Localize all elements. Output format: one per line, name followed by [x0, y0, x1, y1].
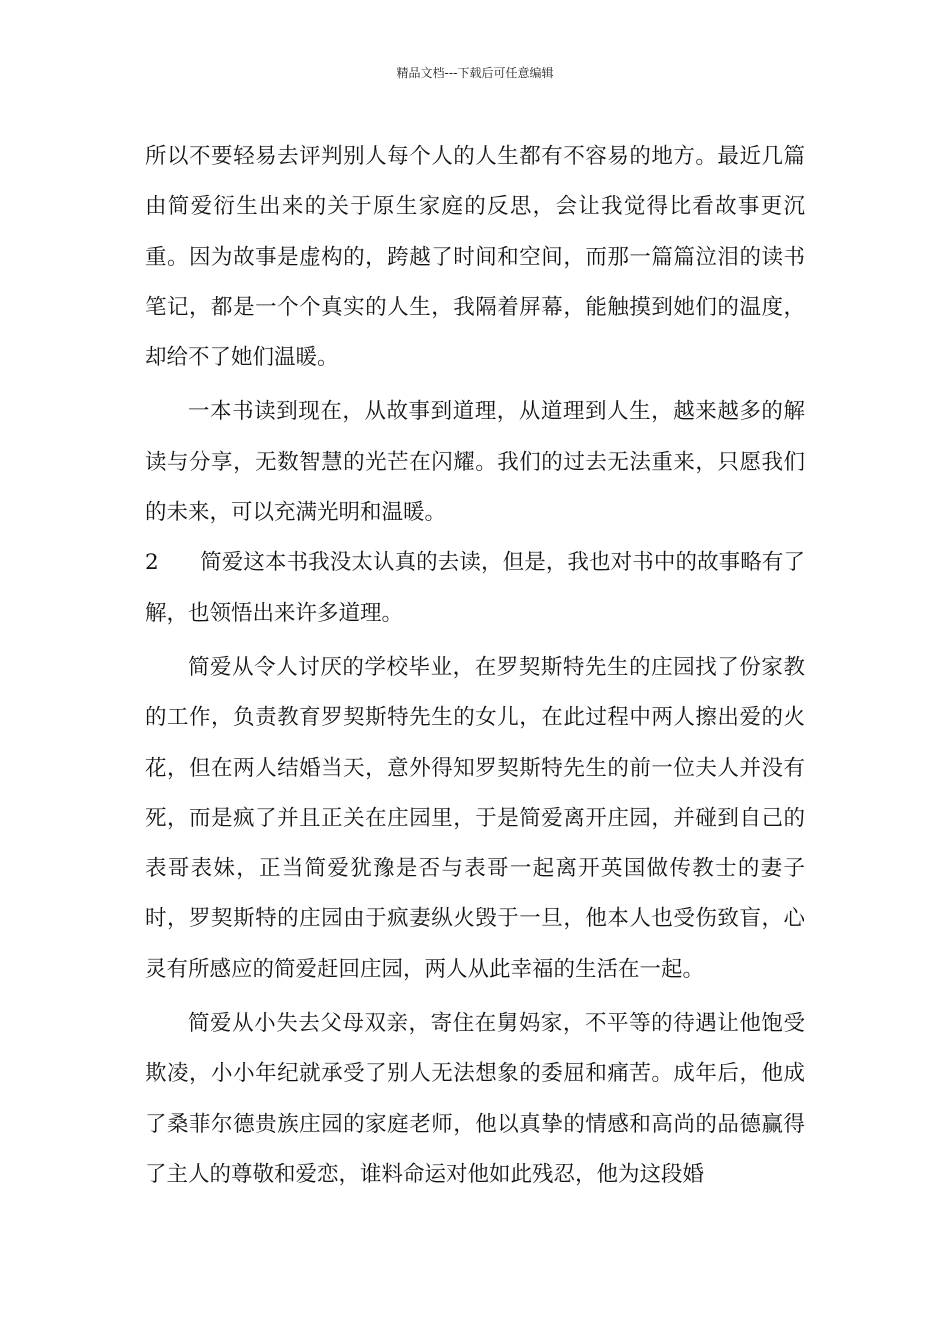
- paragraph-5: 简爱从小失去父母双亲，寄住在舅妈家，不平等的待遇让他饱受欺凌，小小年纪就承受了别人无法想象的委屈和痛苦。成年后，他成了桑菲尔德贵族庄园的家庭老师，他以真挚的情感和高尚的品德赢得了主人的尊敬和爱恋，谁料命运对他如此残忍，他为这段婚: [145, 1011, 805, 1187]
- paragraph-3: [145, 538, 805, 639]
- paragraph-1: 所以不要轻易去评判别人每个人的人生都有不容易的地方。最近几篇由简爱衍生出来的关于原生家庭的反思，会让我觉得比看故事更沉重。因为故事是虚构的，跨越了时间和空间，而那一篇篇泣泪的读书笔记，都是一个个真实的人生，我隔着屏幕，能触摸到她们的温度，却给不了她们温暖。: [145, 144, 805, 371]
- paragraph-4: 简爱从令人讨厌的学校毕业，在罗契斯特先生的庄园找了份家教的工作，负责教育罗契斯特先生的女儿，在此过程中两人擦出爱的火花，但在两人结婚当天，意外得知罗契斯特先生的前一位夫人并没有死，而是疯了并且正关在庄园里，于是简爱离开庄园，并碰到自己的表哥表妹，正当简爱犹豫是否与表哥一起离开英国做传教士的妻子时，罗契斯特的庄园由于疯妻纵火毁于一旦，他本人也受伤致盲，心灵有所感应的简爱赶回庄园，两人从此幸福的生活在一起。: [145, 654, 805, 982]
- paragraph-number: 2: [145, 550, 159, 576]
- paragraph-2: 一本书读到现在，从故事到道理，从道理到人生，越来越多的解读与分享，无数智慧的光芒在闪耀。我们的过去无法重来，只愿我们的未来，可以充满光明和温暖。: [145, 399, 805, 526]
- paragraph-3-text: 简爱这本书我没太认真的去读，但是，我也对书中的故事略有了解，也领悟出来许多道理。: [145, 550, 805, 626]
- page-header: 精品文档---下载后可任意编辑: [396, 66, 554, 80]
- document-body: [145, 132, 805, 1200]
